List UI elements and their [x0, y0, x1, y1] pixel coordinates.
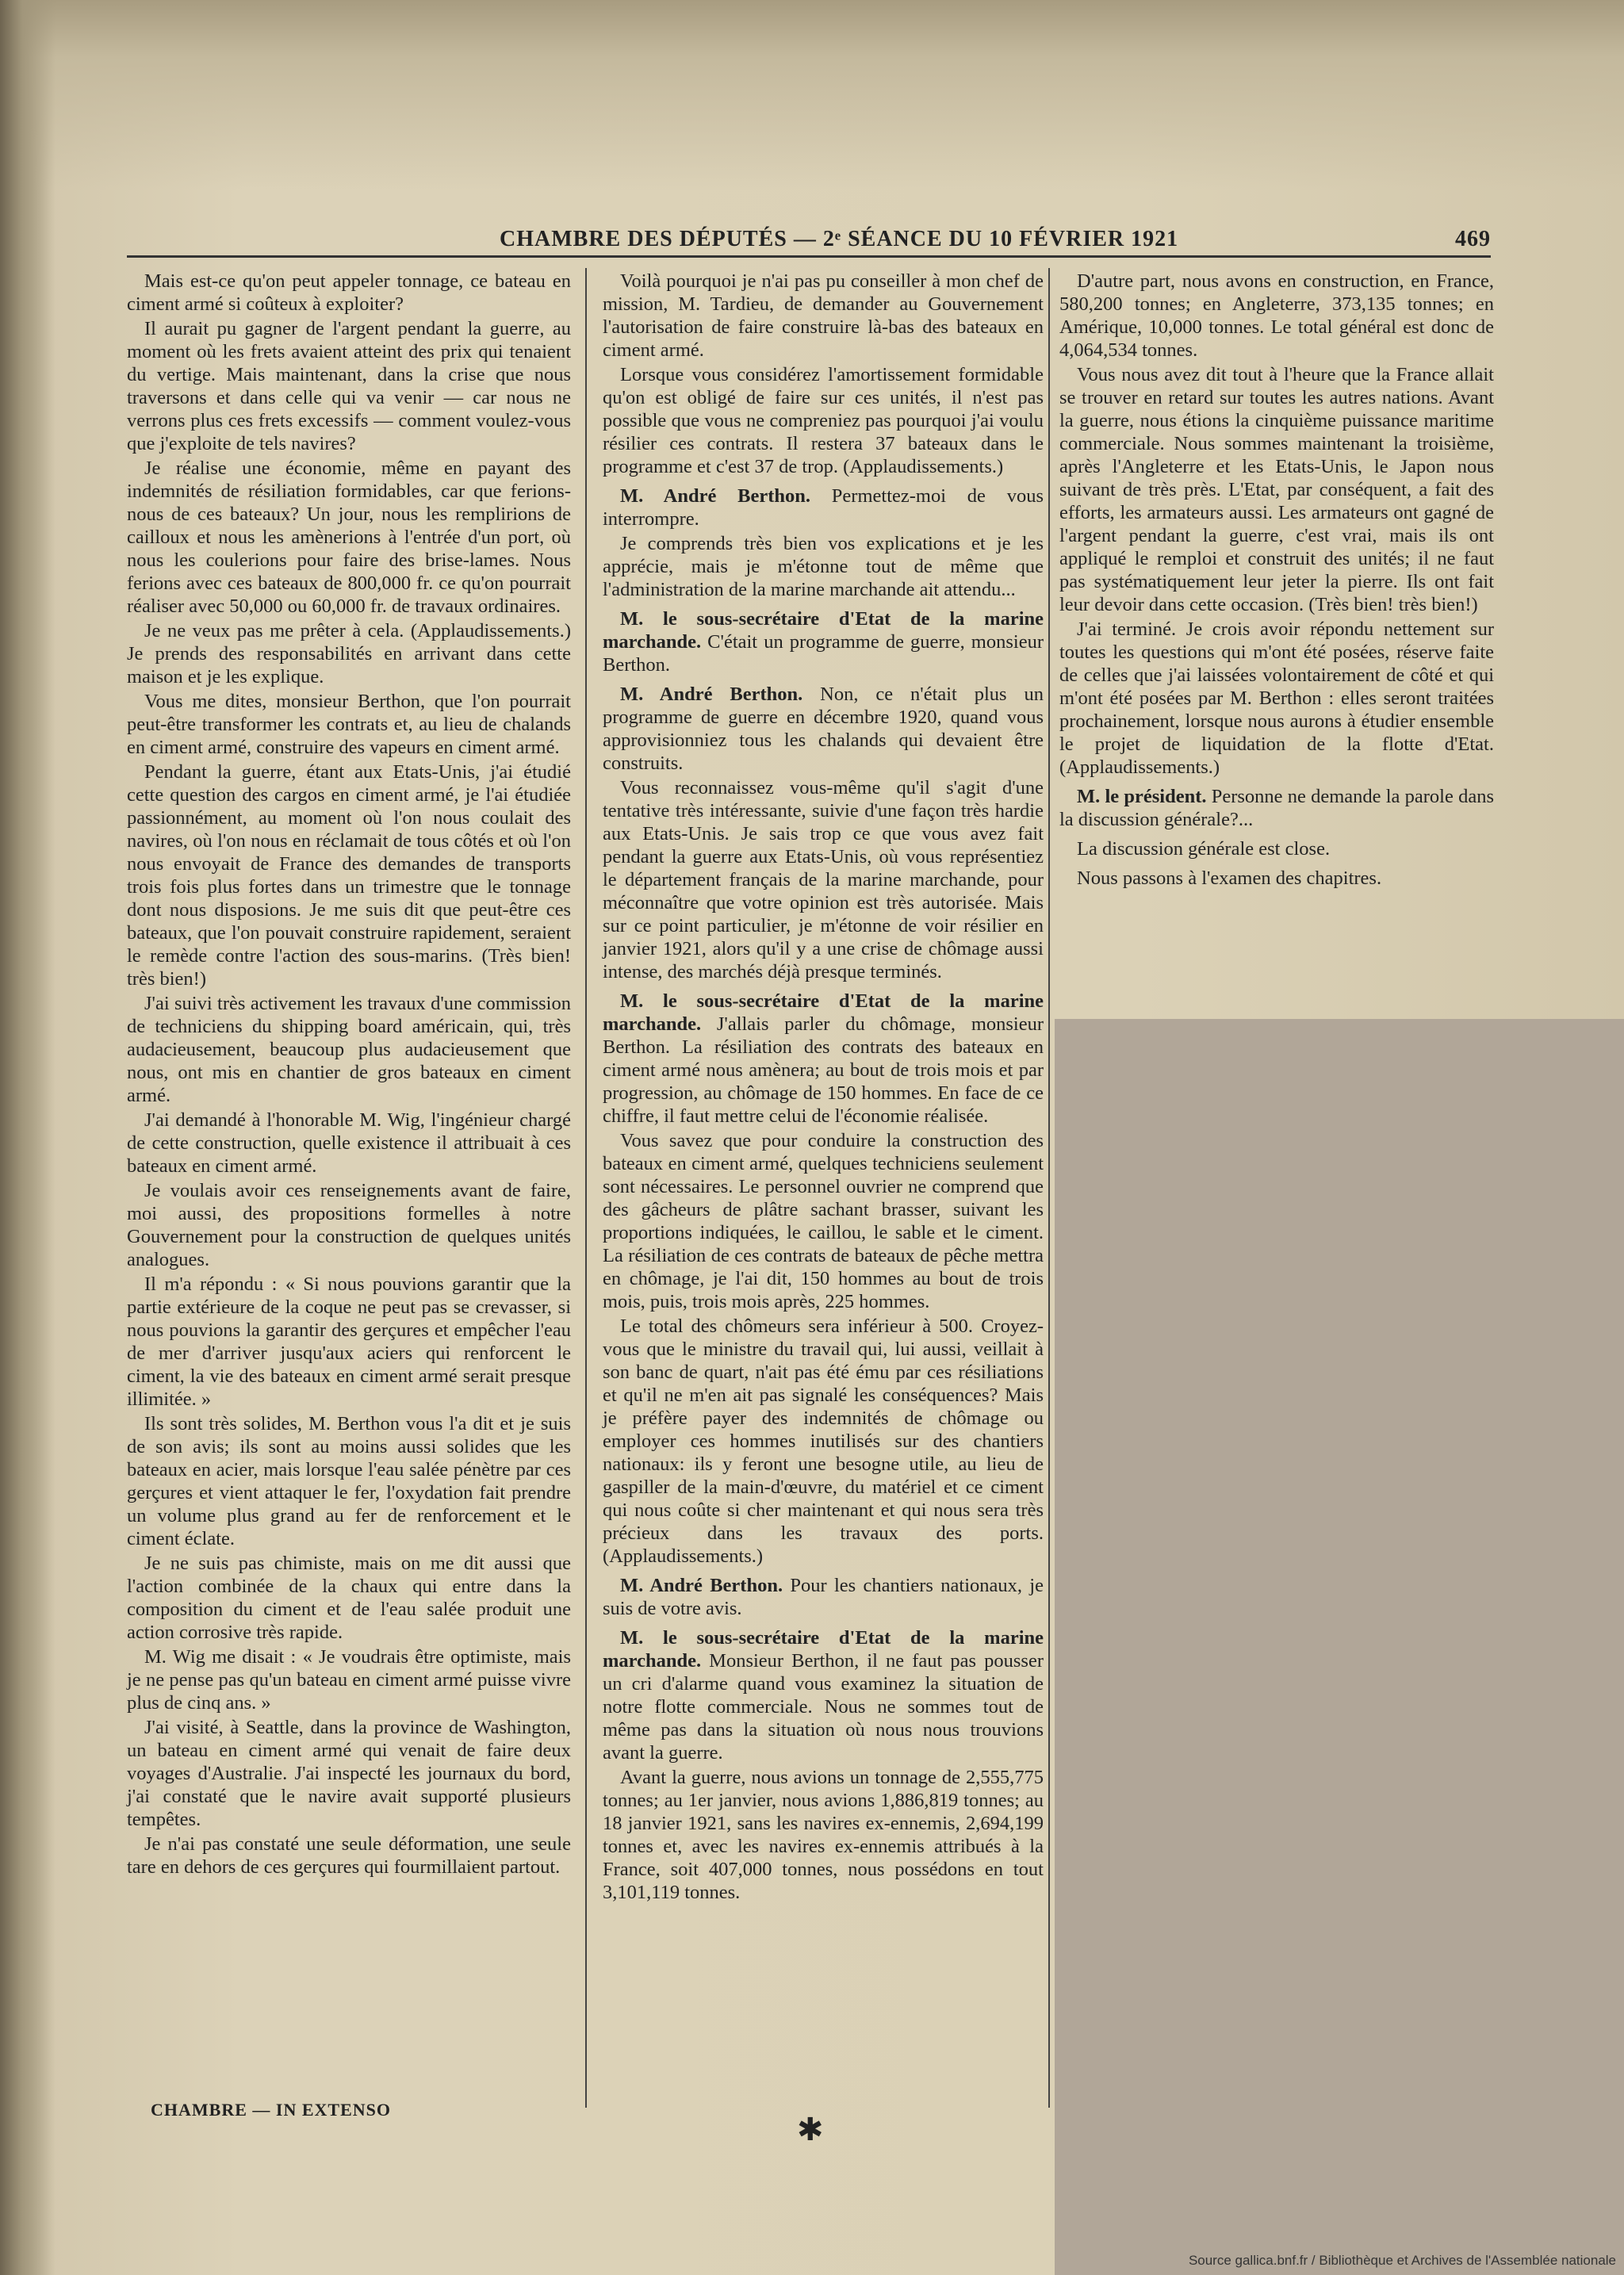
- page-number: 469: [1455, 227, 1491, 251]
- paragraph: J'ai demandé à l'honorable M. Wig, l'ingénieur chargé de cette construction, quelle existence il attribuait à ces bateaux en ciment armé.: [127, 1109, 571, 1177]
- asterisk-ornament: ✱: [797, 2112, 824, 2147]
- paragraph: Je ne veux pas me prêter à cela. (Applaudissements.) Je prends des responsabilités en arrivant dans cette maison et je les explique.: [127, 620, 571, 687]
- paragraph: Vous reconnaissez vous-même qu'il s'agit d'une tentative très intéressante, suivie d'une façon très hardie aux Etats-Unis. Je sais trop ce que vous avez fait pendant la guerre aux Etats-Unis, où vous représentiez le département français de la marine marchande, pour méconnaître que votre opinion est très autorisée. Mais sur ce point particulier, je m'étonne de voir résilier en janvier 1921, alors qu'il y a une crise de chômage aussi intense, des marchés déjà presque terminés.: [603, 777, 1044, 982]
- paragraph: Je ne suis pas chimiste, mais on me dit aussi que l'action combinée de la chaux qui entre dans la composition du ciment et de l'eau salée produit une action corrosive très rapide.: [127, 1553, 571, 1643]
- speaker-name: M. le sous-secrétaire d'Etat de la marine marchande.: [603, 990, 1044, 1035]
- paragraph: Il aurait pu gagner de l'argent pendant la guerre, au moment où les frets avaient atteint des prix qui tenaient du vertige. Mais maintenant, dans la crise que nous traversons et dans celle qui va venir — car nous ne verrons plus ces frets excessifs — comment voulez-vous que j'exploite de tels navires?: [127, 318, 571, 454]
- source-credit: Source gallica.bnf.fr / Bibliothèque et Archives de l'Assemblée nationale: [1188, 2253, 1616, 2268]
- paragraph: Ils sont très solides, M. Berthon vous l'a dit et je suis de son avis; ils sont au moins aussi solides que les bateaux en acier, mais lorsque l'eau salée pénètre par ces gerçures et vient attaquer le fer, l'oxydation fait prendre un volume plus grand au fer de renforcement et le ciment éclate.: [127, 1413, 571, 1549]
- paragraph: Je voulais avoir ces renseignements avant de faire, moi aussi, des propositions formelles à notre Gouvernement pour la construction de quelques unités analogues.: [127, 1180, 571, 1270]
- paragraph: D'autre part, nous avons en construction, en France, 580,200 tonnes; en Angleterre, 373,135 tonnes; en Amérique, 10,000 tonnes. Le total général est donc de 4,064,534 tonnes.: [1059, 270, 1494, 361]
- paragraph: Il m'a répondu : « Si nous pouvions garantir que la partie extérieure de la coque ne peut pas se crevasser, si nous pouvions la garantir des gerçures et empêcher l'eau de mer d'arriver jusqu'aux aciers qui renforcent le ciment, la vie des bateaux en ciment armé serait presque illimitée. »: [127, 1273, 571, 1410]
- column-2: [603, 270, 1044, 1905]
- column-3: [1059, 270, 1494, 891]
- scan-background-block: [1055, 1019, 1624, 2275]
- paragraph: J'ai terminé. Je crois avoir répondu nettement sur toutes les questions qui m'ont été posées, réserve faite de celles que j'ai laissées volontairement de côté et qui m'ont été posées par M. Berthon : elles seront traitées prochainement, lorsque nous aurons à étudier ensemble le projet de liquidation de la flotte d'Etat. (Applaudissements.): [1059, 619, 1494, 778]
- paragraph: Mais est-ce qu'on peut appeler tonnage, ce bateau en ciment armé si coûteux à exploiter?: [127, 270, 571, 315]
- header-rule: [127, 255, 1491, 258]
- column-divider-2: [1048, 268, 1050, 2108]
- paragraph: Vous savez que pour conduire la construction des bateaux en ciment armé, quelques techniciens seulement sont nécessaires. Le personnel ouvrier ne comprend que des gâcheurs de plâtre sachant brasser, suivant les proportions indiquées, le caillou, le sable et le ciment. La résiliation de ces contrats de bateaux de pêche mettra en chômage, je l'ai dit, 150 hommes au bout de trois mois, puis, trois mois après, 225 hommes.: [603, 1130, 1044, 1312]
- paragraph: Je comprends très bien vos explications et je les apprécie, mais je m'étonne tout de même que l'administration de la marine marchande ait attendu...: [603, 533, 1044, 600]
- paragraph: Je réalise une économie, même en payant des indemnités de résiliation formidables, car que ferions-nous de ces bateaux? Un jour, nous les remplirions de cailloux et nous les amènerions à l'entrée d'un port, où nous les coulerions pour faire des brise-lames. Nous ferions avec ces bateaux de 800,000 fr. ce qu'on pourrait réaliser avec 50,000 ou 60,000 fr. de travaux ordinaires.: [127, 458, 571, 617]
- paragraph: Nous passons à l'examen des chapitres.: [1077, 867, 1382, 889]
- paragraph: Pendant la guerre, étant aux Etats-Unis, j'ai étudié cette question des cargos en ciment armé, je l'ai étudiée passionnément, au moment où l'on nous coulait des navires, où l'on nous en réclamait de tous côtés et où l'on nous envoyait de France des demandes de transports trois fois plus fortes dans un trimestre que le tonnage dont nous disposions. Je me suis dit que peut-être ces bateaux, que l'on pouvait construire rapidement, seraient le remède contre l'action des sous-marins. (Très bien! très bien!): [127, 761, 571, 990]
- paragraph: Voilà pourquoi je n'ai pas pu conseiller à mon chef de mission, M. Tardieu, de demander au Gouvernement l'autorisation de faire construire là-bas des bateaux en ciment armé.: [603, 270, 1044, 361]
- paragraph: Avant la guerre, nous avions un tonnage de 2,555,775 tonnes; au 1er janvier, nous avions 1,886,819 tonnes; au 18 janvier 1921, sans les navires ex-ennemis, 2,694,199 tonnes et, avec les navires ex-ennemis attribués à la France, soit 407,000 tonnes, nous possédons en tout 3,101,119 tonnes.: [603, 1767, 1044, 1903]
- speaker-name: M. André Berthon.: [620, 684, 803, 705]
- speaker-name: M. le sous-secrétaire d'Etat de la marine marchande.: [603, 1627, 1044, 1672]
- paragraph: M. Wig me disait : « Je voudrais être optimiste, mais je ne pense pas qu'un bateau en ciment armé puisse vivre plus de cinq ans. »: [127, 1646, 571, 1714]
- paragraph: J'ai visité, à Seattle, dans la province de Washington, un bateau en ciment armé qui venait de faire deux voyages d'Australie. J'ai inspecté les journaux du bord, j'ai constaté que le navire avait supporté plusieurs tempêtes.: [127, 1717, 571, 1830]
- speaker-paragraph: M. le président. Personne ne demande la parole dans la discussion générale?...: [1059, 786, 1494, 830]
- paragraph: La discussion générale est close.: [1077, 838, 1331, 860]
- speaker-paragraph: M. le sous-secrétaire d'Etat de la marine marchande. J'allais parler du chômage, monsieur Berthon. La résiliation des contrats des bateaux en ciment armé nous amènera; au bout de trois mois et par progression, au chômage de 150 hommes. En face de ce chiffre, il faut mettre celui de l'économie réalisée.: [603, 990, 1044, 1127]
- column-divider-1: [585, 268, 587, 2108]
- page-footer: CHAMBRE — IN EXTENSO: [151, 2100, 391, 2120]
- page-header: [127, 227, 1491, 259]
- speaker-paragraph: M. André Berthon. Pour les chantiers nationaux, je suis de votre avis.: [603, 1575, 1044, 1619]
- speaker-name: M. André Berthon.: [620, 1575, 783, 1596]
- speaker-name: M. le sous-secrétaire d'Etat de la marine marchande.: [603, 608, 1044, 653]
- page-shadow-top: [0, 0, 1624, 190]
- speaker-paragraph: M. André Berthon. Non, ce n'était plus un programme de guerre en décembre 1920, quand vous approvisionniez tous les chalands qui devaient être construits.: [603, 684, 1044, 774]
- speaker-name: M. André Berthon.: [620, 485, 811, 507]
- speaker-paragraph: M. le sous-secrétaire d'Etat de la marine marchande. C'était un programme de guerre, monsieur Berthon.: [603, 608, 1044, 676]
- speaker-paragraph: M. le sous-secrétaire d'Etat de la marine marchande. Monsieur Berthon, il ne faut pas pousser un cri d'alarme quand vous examinez la situation de notre flotte commerciale. Nous ne sommes tout de même pas dans la situation où nous nous trouvions avant la guerre.: [603, 1627, 1044, 1764]
- speaker-paragraph: M. André Berthon. Permettez-moi de vous interrompre.: [603, 485, 1044, 530]
- paragraph: Vous me dites, monsieur Berthon, que l'on pourrait peut-être transformer les contrats et, au lieu de chalands en ciment armé, construire des vapeurs en ciment armé.: [127, 691, 571, 758]
- column-1: [127, 270, 571, 1880]
- paragraph: J'ai suivi très activement les travaux d'une commission de techniciens du shipping board américain, qui, très audacieusement, beaucoup plus audacieusement que nous, ont mis en chantier de gros bateaux en ciment armé.: [127, 993, 571, 1106]
- paragraph: Lorsque vous considérez l'amortissement formidable qu'on est obligé de faire sur ces unités, il n'est pas possible que vous ne compreniez pas pourquoi j'ai voulu résilier ces contrats. Il restera 37 bateaux dans le programme et c'est 37 de trop. (Applaudissements.): [603, 364, 1044, 477]
- speaker-name: M. le président.: [1077, 786, 1207, 807]
- paragraph: Vous nous avez dit tout à l'heure que la France allait se trouver en retard sur toutes les autres nations. Avant la guerre, nous étions la cinquième puissance maritime commerciale. Nous sommes maintenant la troisième, après l'Angleterre et les Etats-Unis, le Japon nous suivant de très près. L'Etat, par conséquent, a fait des efforts, les armateurs aussi. Les armateurs ont gagné de l'argent pendant la guerre, c'est vrai, mais ils ont appliqué le remploi et construit des unités; il ne faut pas systématiquement leur jeter la pierre. Ils ont fait leur devoir dans cette occasion. (Très bien! très bien!): [1059, 364, 1494, 615]
- paragraph: Le total des chômeurs sera inférieur à 500. Croyez-vous que le ministre du travail qui, lui aussi, veillait à son banc de quart, n'ait pas été ému par ces résiliations et qu'il ne m'en ait pas signalé les conséquences? Mais je préfère payer des indemnités de chômage ou employer ces hommes inutilisés sur des chantiers nationaux: ils y feront une besogne utile, au lieu de gaspiller de la main-d'œuvre, du matériel et ce ciment qui nous coûte si cher maintenant et qui nous sera très précieux dans les travaux des ports. (Applaudissements.): [603, 1316, 1044, 1567]
- paragraph: Je n'ai pas constaté une seule déformation, une seule tare en dehors de ces gerçures qui fourmillaient partout.: [127, 1833, 571, 1878]
- binding-shadow: [0, 0, 56, 2275]
- header-title: CHAMBRE DES DÉPUTÉS — 2ᵉ SÉANCE DU 10 FÉVRIER 1921: [500, 227, 1179, 251]
